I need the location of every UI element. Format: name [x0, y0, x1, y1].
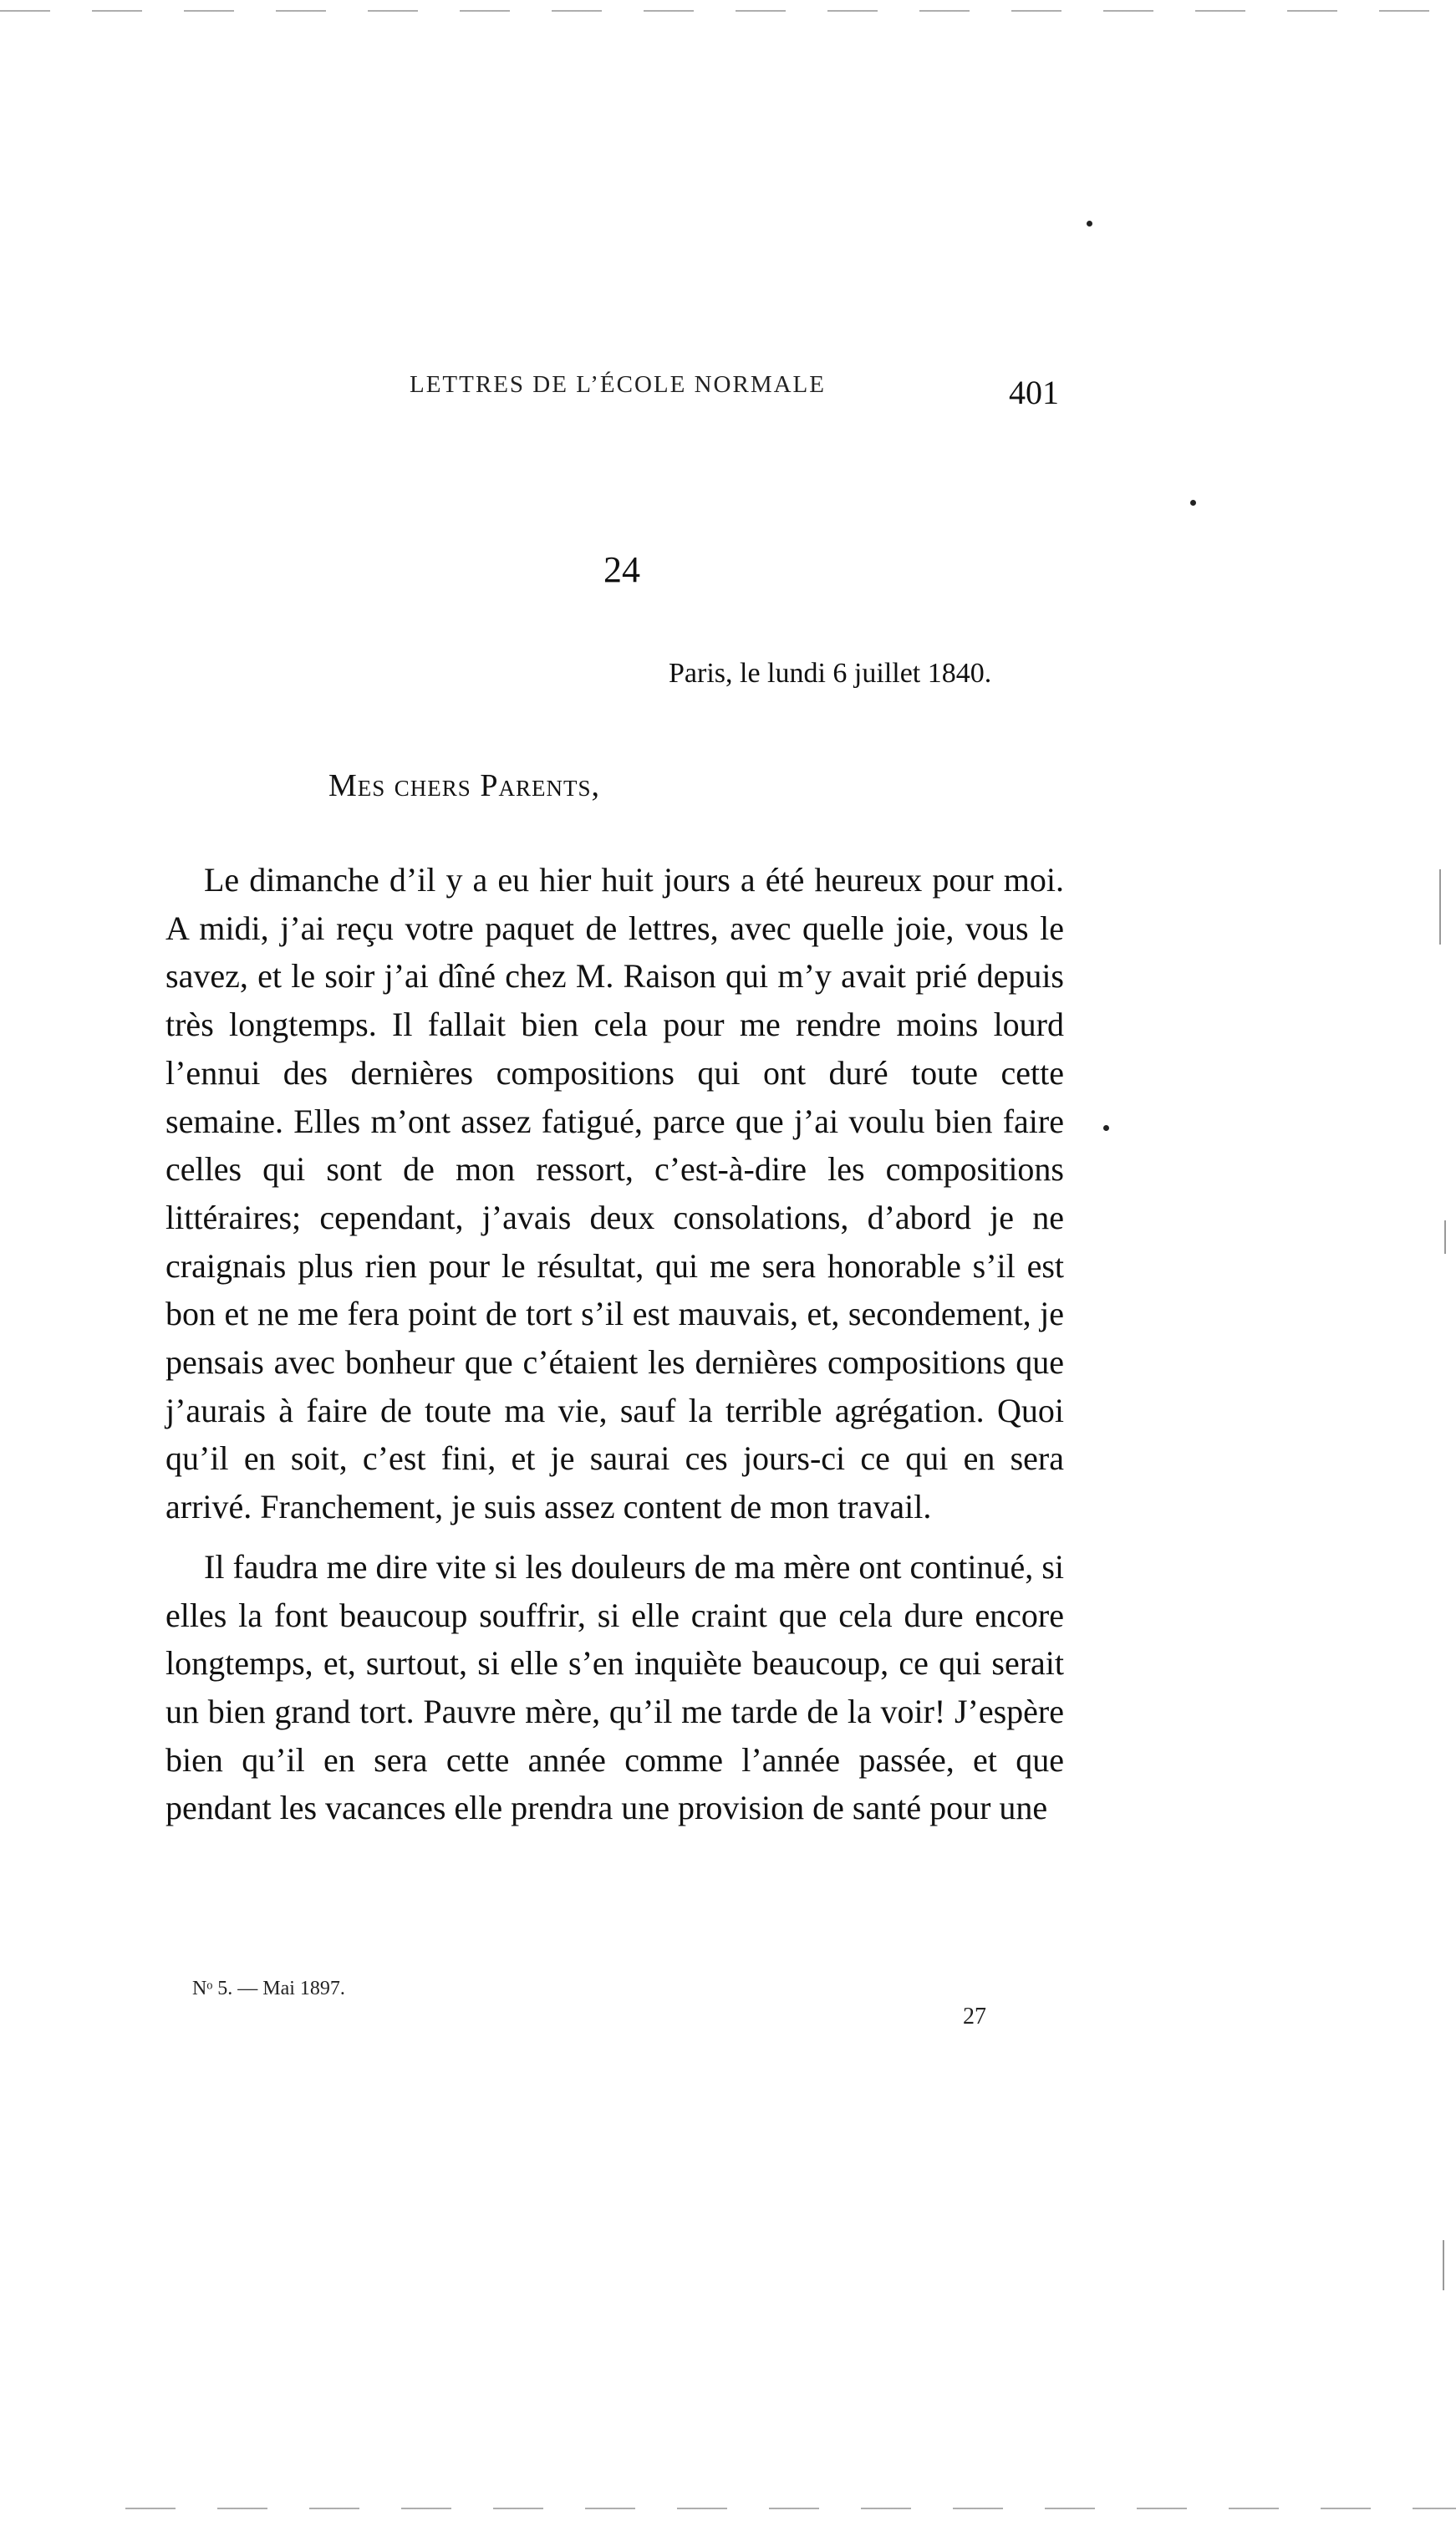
signature-mark: 27	[963, 2004, 986, 2030]
issue-note: Nᵒ 5. — Mai 1897.	[192, 1978, 345, 1999]
ink-speck	[1190, 500, 1196, 506]
page-number: 401	[1009, 374, 1059, 411]
scan-edge-mark	[1439, 869, 1441, 945]
dateline: Paris, le lundi 6 juillet 1840.	[669, 658, 992, 689]
scan-border-bottom	[125, 2508, 1456, 2509]
paragraph: Le dimanche d’il y a eu hier huit jours a été heureux pour moi. A midi, j’ai reçu votre paquet de lettres, avec quelle joie, vous le savez, et le soir j’ai dîné chez M. Raison qui m’y avait prié depuis très longtemps. Il fallait bien cela pour me rendre moins lourd l’ennui des dernières compositions qui ont duré toute cette semaine. Elles m’ont assez fatigué, parce que j’ai voulu bien faire celles qui sont de mon ressort, c’est-à-dire les compositions littéraires; cependant, j’avais deux consolations, d’abord je ne craignais plus rien pour le résultat, qui me sera honorable s’il est bon et ne me fera point de tort s’il est mauvais, et, secondement, je pensais avec bonheur que c’étaient les dernières compositions que j’aurais à faire de toute ma vie, sauf la terrible agrégation. Quoi qu’il en soit, c’est fini, et je saurai ces jours-ci ce qui en sera arrivé. Franchement, je suis assez content de mon travail.	[165, 861, 1064, 1526]
paragraph: Il faudra me dire vite si les douleurs de ma mère ont continué, si elles la font beaucoup souffrir, si elle craint que cela dure encore longtemps, et, surtout, si elle s’en inquiète beaucoup, ce qui serait un bien grand tort. Pauvre mère, qu’il me tarde de la voir! J’espère bien qu’il en sera cette année comme l’année passée, et que pendant les vacances elle prendra une provision de santé pour une	[165, 1547, 1064, 1827]
letter-body	[165, 856, 1064, 1832]
running-title: LETTRES DE L’ÉCOLE NORMALE	[410, 371, 826, 398]
ink-speck	[1087, 221, 1092, 227]
salutation: Mes chers Parents,	[328, 768, 600, 803]
letter-number: 24	[603, 549, 640, 590]
scan-edge-mark	[1444, 1220, 1446, 1254]
scan-border-top	[0, 10, 1456, 12]
ink-speck	[1103, 1125, 1109, 1131]
scan-edge-mark	[1443, 2240, 1444, 2290]
